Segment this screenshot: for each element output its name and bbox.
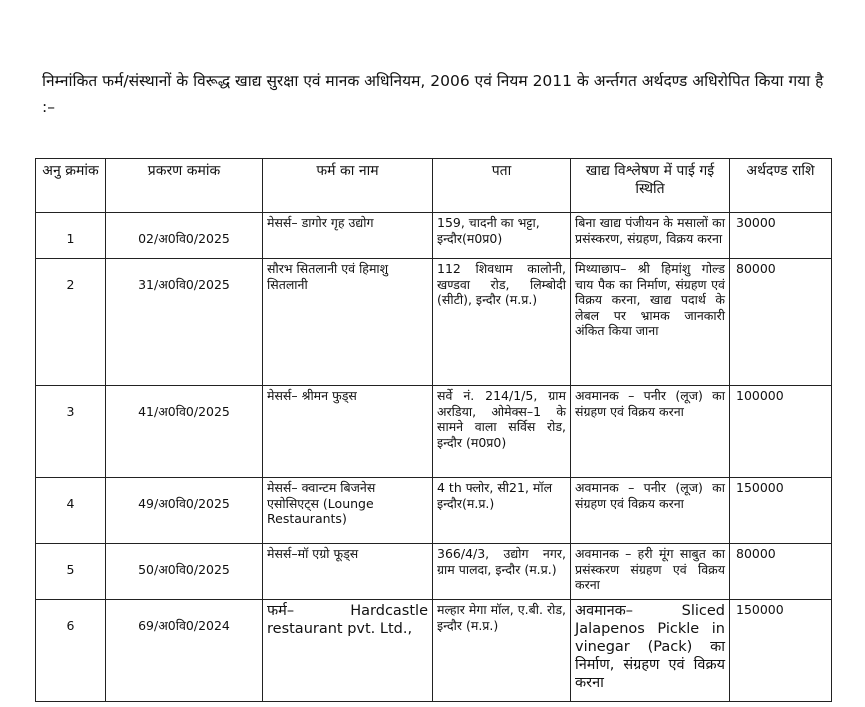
cell-firm-name: मेसर्स– श्रीमन फुड्स: [263, 386, 433, 478]
header-case-number: प्रकरण कमांक: [106, 159, 263, 213]
cell-penalty-amount: 80000: [730, 544, 832, 600]
cell-case-number: 49/अ0वि0/2025: [106, 478, 263, 544]
cell-case-number: 31/अ0वि0/2025: [106, 259, 263, 386]
penalty-table: [35, 158, 832, 702]
cell-case-number: 02/अ0वि0/2025: [106, 213, 263, 259]
cell-analysis-status: अवमानक – पनीर (लूज) का संग्रहण एवं विक्रय करना: [571, 386, 730, 478]
cell-sno: 1: [36, 213, 106, 259]
cell-address: 4 th फ्लोर, सी21, मॉल इन्दौर(म.प्र.): [433, 478, 571, 544]
cell-sno: 3: [36, 386, 106, 478]
cell-sno: 2: [36, 259, 106, 386]
table-row: [36, 544, 832, 600]
cell-analysis-status: अवमानक– Sliced Jalapenos Pickle in vinegar (Pack) का निर्माण, संग्रहण एवं विक्रय करना: [571, 600, 730, 702]
cell-case-number: 50/अ0वि0/2025: [106, 544, 263, 600]
header-penalty-amount: अर्थदण्ड राशि: [730, 159, 832, 213]
table-row: [36, 386, 832, 478]
cell-firm-name: सौरभ सितलानी एवं हिमाशु सितलानी: [263, 259, 433, 386]
cell-case-number: 41/अ0वि0/2025: [106, 386, 263, 478]
header-address: पता: [433, 159, 571, 213]
cell-sno: 5: [36, 544, 106, 600]
cell-firm-name: मेसर्स–मॉ एग्रो फूड्स: [263, 544, 433, 600]
cell-analysis-status: अवमानक – हरी मूंग साबुत का प्रसंस्करण संग्रहण एवं विक्रय करना: [571, 544, 730, 600]
cell-analysis-status: मिथ्याछाप– श्री हिमांशु गोल्ड चाय पैक का निर्माण, संग्रहण एवं विक्रय करना, खाद्य पदार्थ के लेबल पर भ्रामक जानकारी अंकित किया जाना: [571, 259, 730, 386]
cell-address: 112 शिवधाम कालोनी, खण्डवा रोड, लिम्बोदी (सीटी), इन्दौर (म.प्र.): [433, 259, 571, 386]
header-firm-name: फर्म का नाम: [263, 159, 433, 213]
cell-address: 366/4/3, उद्योग नगर, ग्राम पालदा, इन्दौर (म.प्र.): [433, 544, 571, 600]
cell-address: सर्वे नं. 214/1/5, ग्राम अरडिया, ओमेक्स–1 के सामने वाला सर्विस रोड, इन्दौर (म0प्र0): [433, 386, 571, 478]
header-sno: अनु क्रमांक: [36, 159, 106, 213]
cell-address: 159, चादनी का भट्टा, इन्दौर(म0प्र0): [433, 213, 571, 259]
cell-firm-name: मेसर्स– क्वान्टम बिजनेस एसोसिएट्स (Lounge Restaurants): [263, 478, 433, 544]
cell-penalty-amount: 100000: [730, 386, 832, 478]
table-row: [36, 213, 832, 259]
cell-case-number: 69/अ0वि0/2024: [106, 600, 263, 702]
table-header-row: [36, 159, 832, 213]
cell-penalty-amount: 150000: [730, 600, 832, 702]
cell-sno: 4: [36, 478, 106, 544]
table-row: [36, 259, 832, 386]
header-analysis-status: खाद्य विश्लेषण में पाई गई स्थिति: [571, 159, 730, 213]
cell-penalty-amount: 30000: [730, 213, 832, 259]
cell-firm-name: मेसर्स– डागोर गृह उद्योग: [263, 213, 433, 259]
cell-analysis-status: बिना खाद्य पंजीयन के मसालों का प्रसंस्करण, संग्रहण, विक्रय करना: [571, 213, 730, 259]
cell-firm-name: फर्म– Hardcastle restaurant pvt. Ltd.,: [263, 600, 433, 702]
cell-penalty-amount: 80000: [730, 259, 832, 386]
intro-paragraph: निम्नांकित फर्म/संस्थानों के विरूद्ध खाद्य सुरक्षा एवं मानक अधिनियम, 2006 एवं नियम 2011 के अर्न्तगत अर्थदण्ड अधिरोपित किया गया है :–: [42, 72, 824, 116]
table-row: [36, 478, 832, 544]
cell-penalty-amount: 150000: [730, 478, 832, 544]
cell-address: मल्हार मेगा मॉल, ए.बी. रोड, इन्दौर (म.प्र.): [433, 600, 571, 702]
cell-analysis-status: अवमानक – पनीर (लूज) का संग्रहण एवं विक्रय करना: [571, 478, 730, 544]
table-row: [36, 600, 832, 702]
cell-sno: 6: [36, 600, 106, 702]
